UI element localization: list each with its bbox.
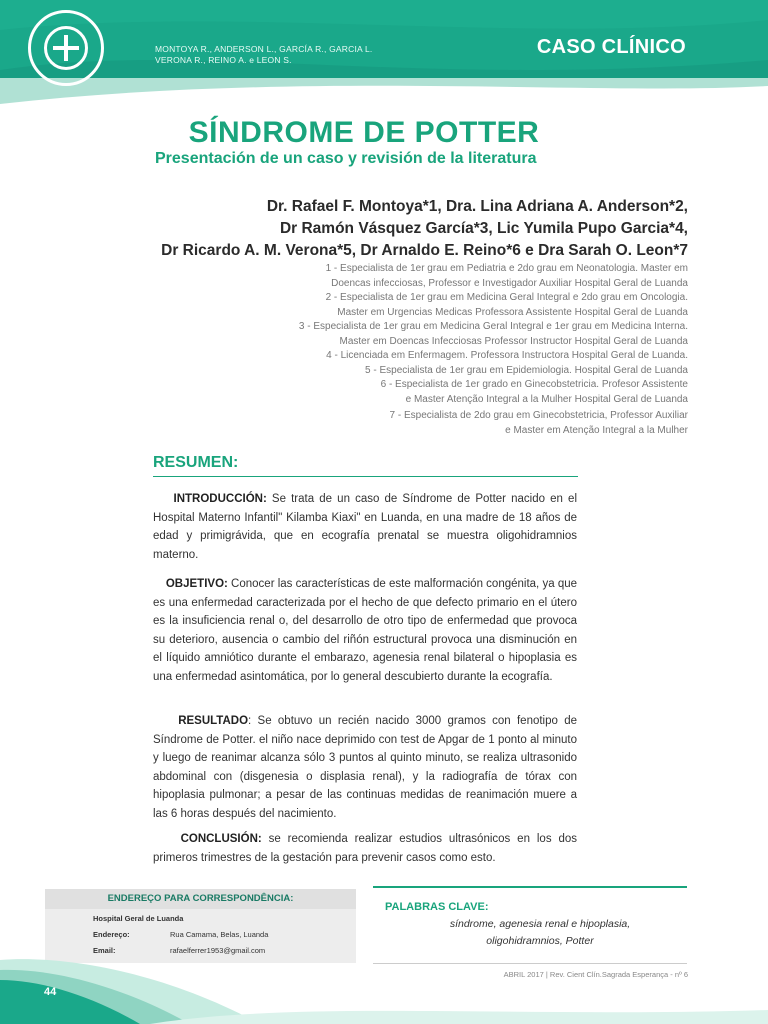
correspondence-address-label bbox=[93, 930, 130, 939]
section-label: CASO CLÍNICO bbox=[536, 36, 686, 58]
author-line: Dr Ramón Vásquez García*3, Lic Yumila Pupo Garcia*4, bbox=[279, 220, 688, 237]
author-line: Dr. Rafael F. Montoya*1, Dra. Lina Adriana A. Anderson*2, bbox=[266, 198, 688, 215]
result-label: RESULTADO bbox=[178, 715, 249, 727]
affiliation-line: 2 - Especialista de 1er grau em Medicina Geral Integral e 2do grau em Oncologia. bbox=[325, 292, 688, 303]
article-subtitle: Presentación de un caso y revisión de la literatura bbox=[155, 150, 537, 167]
affiliation-line: 7 - Especialista de 2do grau em Ginecobstetricia, Professor Auxiliar bbox=[389, 410, 688, 421]
intro-text: Se trata de un caso de Síndrome de Potter nacido en el Hospital Materno Infantil" Kilamba Kiaxi" en Luanda, en una madre de 18 años de edad y primigrávida, que en ecografía prenatal se muestra oligohidramnios materno. bbox=[153, 493, 578, 561]
author-line: Dr Ricardo A. M. Verona*5, Dr Arnaldo E. Reino*6 e Dra Sarah O. Leon*7 bbox=[161, 242, 688, 259]
abstract-heading: RESUMEN: bbox=[153, 454, 239, 471]
affiliation-line: e Master em Atenção Integral a la Mulher bbox=[505, 424, 688, 436]
running-authors-line: MONTOYA R., ANDERSON L., GARCÍA R., GARCIA L. bbox=[155, 44, 373, 54]
running-authors bbox=[155, 44, 372, 66]
result-text: : Se obtuvo un recién nacido 3000 gramos con fenotipo de Síndrome de Potter. el niño nace deprimido con test de Apgar de 1 ponto al minuto y luego de reanimar alcanza sólo 3 puntos al quinto minuto, se realiza ultrasonido abdominal con (disgenesia o displasia renal), y la radiografía de tórax con hipoplasia pulmonar; a pesar de las continuas medidas de reanimación muere a las 6 horas después del nacimiento. bbox=[153, 715, 577, 820]
conclusion-label: CONCLUSIÓN: bbox=[180, 833, 262, 845]
abstract-objective bbox=[153, 575, 577, 686]
objective-text: Conocer las características de este malformación congénita, ya que es una enfermedad caracterizada por el hecho de que defecto primario en el útero es la insuficiencia renal o, del desarrollo de otro tipo de enfermedad que provoca su deterioro, ausencia o cambio del riñón estructural provoca una disminución en el líquido amniótico durante el embarazo, agenesia renal bilateral o hipoplasia es una enfermedad asintomática, por lo general descubierto durante la ecografía. bbox=[153, 578, 578, 683]
keywords-divider bbox=[373, 886, 687, 888]
intro-label: INTRODUCCIÓN: bbox=[173, 493, 267, 505]
abstract-introduction bbox=[153, 490, 577, 564]
email-label: Email: bbox=[93, 946, 116, 955]
institution-name: Hospital Geral de Luanda bbox=[93, 914, 184, 923]
address-label: Endereço: bbox=[93, 930, 130, 939]
affiliation-line: Doencas infecciosas, Professor e Investigador Auxiliar Hospital Geral de Luanda bbox=[331, 277, 688, 289]
affiliation-line: 4 - Licenciada em Enfermagem. Professora Instructora Hospital Geral de Luanda. bbox=[326, 350, 688, 361]
abstract-result bbox=[153, 712, 577, 823]
conclusion-text: se recomienda realizar estudios ultrasónicos en los dos primeros trimestres de la gestación para prevenir casos como esto. bbox=[153, 833, 577, 864]
correspondence-institution bbox=[93, 914, 183, 923]
affiliation-line: 1 - Especialista de 1er grau em Pediatria e 2do grau em Neonatologia. Master em bbox=[325, 263, 688, 274]
affiliation-line: Master em Doencas Infecciosas Professor Instructor Hospital Geral de Luanda bbox=[339, 335, 688, 347]
affiliation-line: Master em Urgencias Medicas Professora Assistente Hospital Geral de Luanda bbox=[337, 306, 688, 318]
abstract-divider bbox=[153, 476, 578, 477]
page-number: 44 bbox=[44, 986, 57, 998]
journal-footer: ABRIL 2017 | Rev. Cient Clín.Sagrada Esperança - nº 6 bbox=[503, 970, 688, 979]
correspondence-title: ENDEREÇO PARA CORRESPONDÊNCIA: bbox=[45, 889, 356, 909]
objective-label: OBJETIVO: bbox=[165, 578, 228, 590]
keywords-heading: PALABRAS CLAVE: bbox=[385, 901, 489, 913]
article-title: SÍNDROME DE POTTER bbox=[188, 116, 540, 149]
keywords-line: oligohidramnios, Potter bbox=[486, 935, 594, 947]
journal-logo bbox=[28, 10, 104, 86]
footer-wave-decoration bbox=[0, 940, 768, 1024]
abstract-conclusion bbox=[153, 830, 577, 867]
running-authors-line: VERONA R., REINO A. e LEON S. bbox=[155, 55, 292, 65]
affiliation-line: e Master Atenção Integral a la Mulher Hospital Geral de Luanda bbox=[405, 393, 688, 405]
affiliation-line: 5 - Especialista de 1er grau em Epidemiologia. Hospital Geral de Luanda bbox=[365, 364, 688, 376]
correspondence-email[interactable]: rafaelferrer1953@gmail.com bbox=[170, 946, 266, 955]
keywords-line: síndrome, agenesia renal e hipoplasia, bbox=[449, 918, 631, 930]
cross-icon bbox=[44, 26, 88, 70]
correspondence-address: Rua Camama, Belas, Luanda bbox=[170, 930, 269, 939]
affiliation-line: 3 - Especialista de 1er grau em Medicina Geral Integral e 1er grau em Medicina Interna. bbox=[298, 321, 688, 332]
affiliation-line: 6 - Especialista de 1er grado en Ginecobstetricia. Profesor Assistente bbox=[380, 379, 688, 390]
